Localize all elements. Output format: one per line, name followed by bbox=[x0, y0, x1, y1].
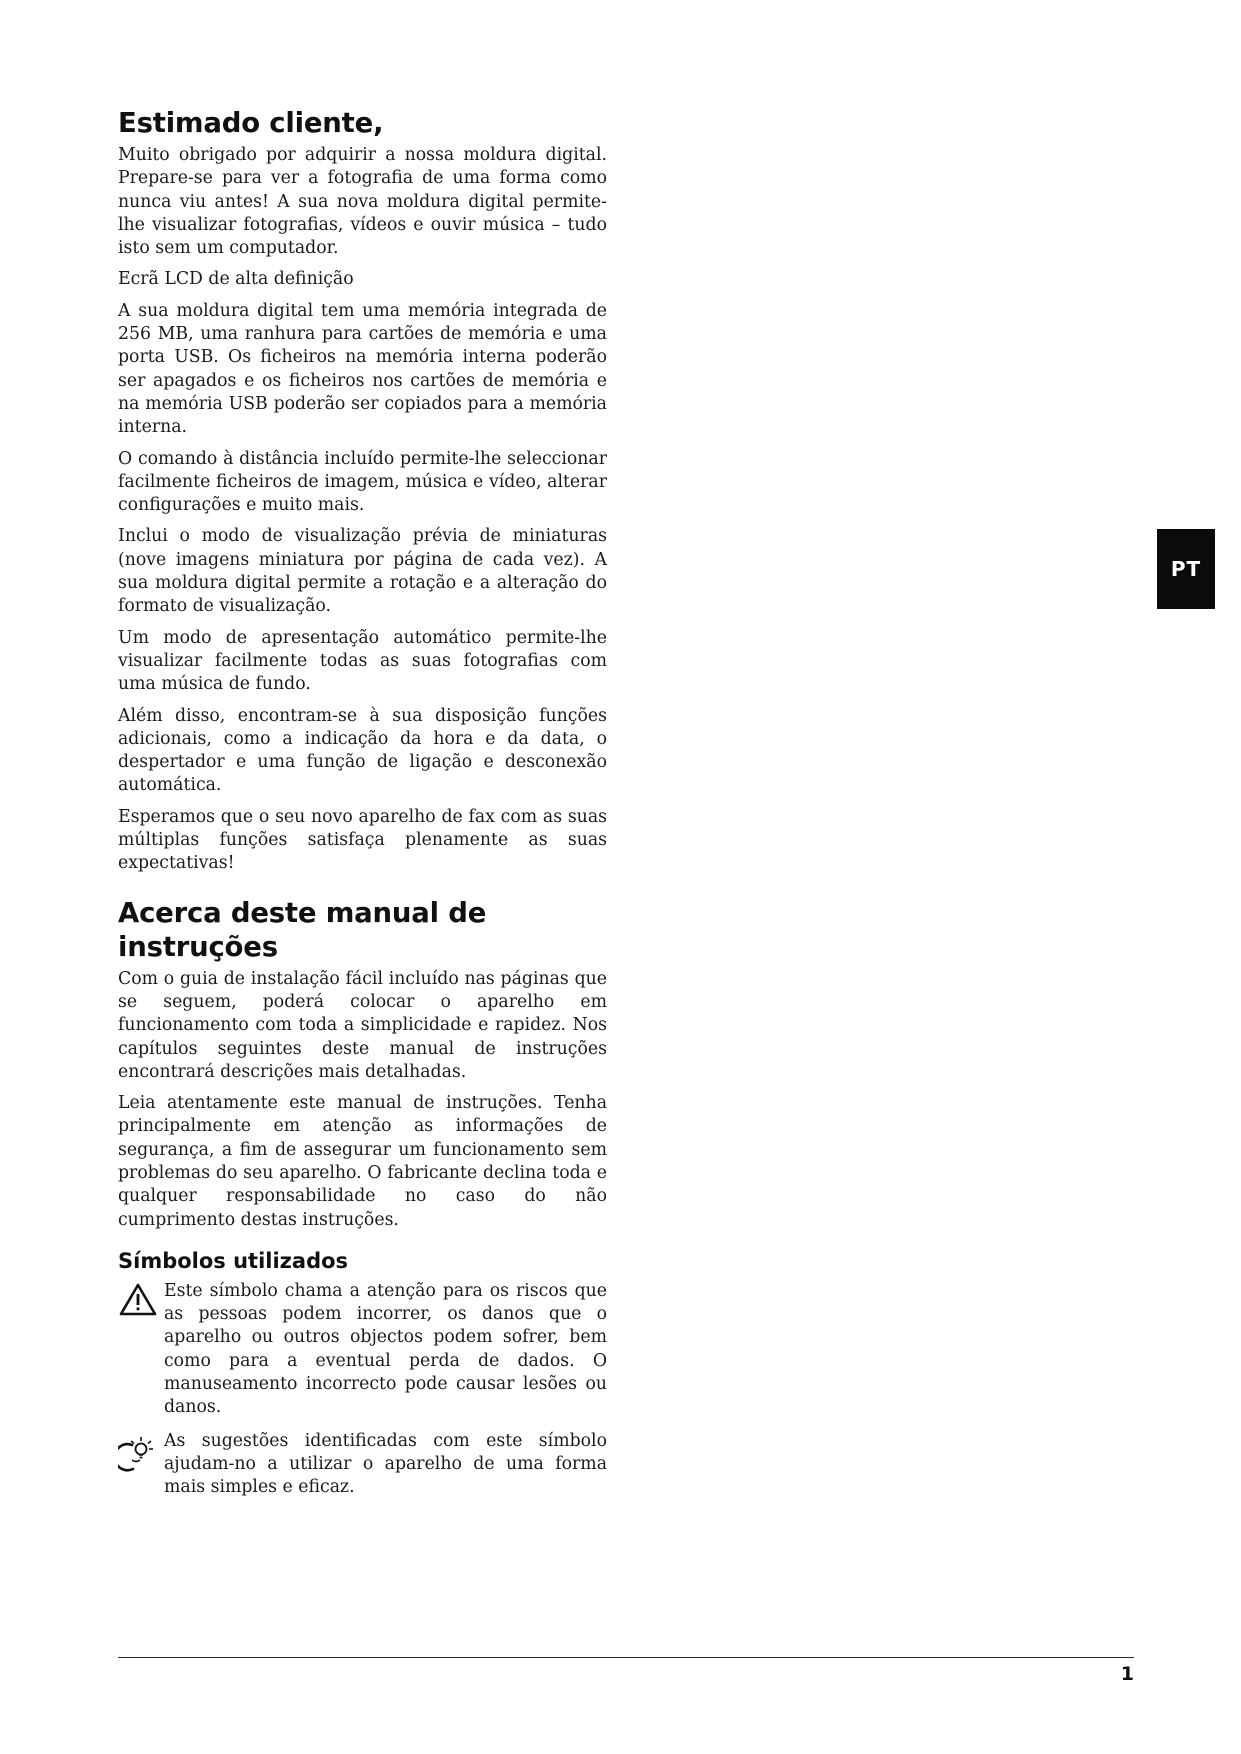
remote-paragraph: O comando à distância incluído permite-lhe seleccionar facilmente ficheiros de imagem, música e vídeo, alterar configurações e muito mais. bbox=[118, 448, 607, 516]
slideshow-paragraph: Um modo de apresentação automático permite-lhe visualizar facilmente todas as suas fotografias com uma música de fundo. bbox=[118, 627, 607, 695]
language-tab-pt: PT bbox=[1157, 529, 1215, 609]
closing-paragraph: Esperamos que o seu novo aparelho de fax com as suas múltiplas funções satisfaça plenamente as suas expectativas! bbox=[118, 806, 607, 874]
footer-divider bbox=[118, 1657, 1134, 1658]
lcd-paragraph: Ecrã LCD de alta definição bbox=[118, 269, 354, 290]
heading-simbolos: Símbolos utilizados bbox=[118, 1248, 349, 1273]
page-number: 1 bbox=[1120, 1663, 1134, 1685]
intro-paragraph: Muito obrigado por adquirir a nossa moldura digital. Prepare-se para ver a fotografia de uma forma como nunca viu antes! A sua nova moldura digital permite-lhe visualizar fotografias, vídeos e ouvir música – tudo isto sem um computador. bbox=[118, 145, 607, 259]
memory-paragraph: A sua moldura digital tem uma memória integrada de 256 MB, uma ranhura para cartões de memória e uma porta USB. Os ficheiros na memória interna poderão ser apagados e os ficheiros nos cartões de memória e na memória USB poderão ser copiados para a memória interna. bbox=[118, 300, 607, 438]
extras-paragraph: Além disso, encontram-se à sua disposição funções adicionais, como a indicação da hora e da data, o despertador e uma função de ligação e desconexão automática. bbox=[118, 705, 607, 796]
heading-estimado-cliente: Estimado cliente, bbox=[118, 107, 384, 139]
warning-triangle-icon bbox=[118, 1280, 164, 1325]
heading-acerca-manual: Acerca deste manual de instruções bbox=[118, 896, 487, 963]
main-column bbox=[118, 106, 607, 1510]
tip-symbol-row bbox=[118, 1430, 607, 1500]
tip-symbol-text: As sugestões identificadas com este símbolo ajudam-no a utilizar o aparelho de uma forma mais simples e eficaz. bbox=[164, 1430, 607, 1498]
read-carefully-paragraph: Leia atentamente este manual de instruções. Tenha principalmente em atenção as informações de segurança, a fim de assegurar um funcionamento sem problemas do seu aparelho. O fabricante declina toda e qualquer responsabilidade no caso do não cumprimento destas instruções. bbox=[118, 1093, 607, 1230]
lightbulb-tip-icon bbox=[118, 1430, 164, 1481]
thumbnail-paragraph: Inclui o modo de visualização prévia de miniaturas (nove imagens miniatura por página de cada vez). A sua moldura digital permite a rotação e a alteração do formato de visualização. bbox=[118, 526, 607, 617]
warning-symbol-text: Este símbolo chama a atenção para os riscos que as pessoas podem incorrer, os danos que o aparelho ou outros objectos podem sofrer, bem como para a eventual perda de dados. O manuseamento incorrecto pode causar lesões ou danos. bbox=[164, 1280, 607, 1418]
warning-symbol-row bbox=[118, 1280, 607, 1420]
guide-paragraph: Com o guia de instalação fácil incluído nas páginas que se seguem, poderá colocar o aparelho em funcionamento com toda a simplicidade e rapidez. Nos capítulos seguintes deste manual de instruções encontrará descrições mais detalhadas. bbox=[118, 968, 607, 1082]
